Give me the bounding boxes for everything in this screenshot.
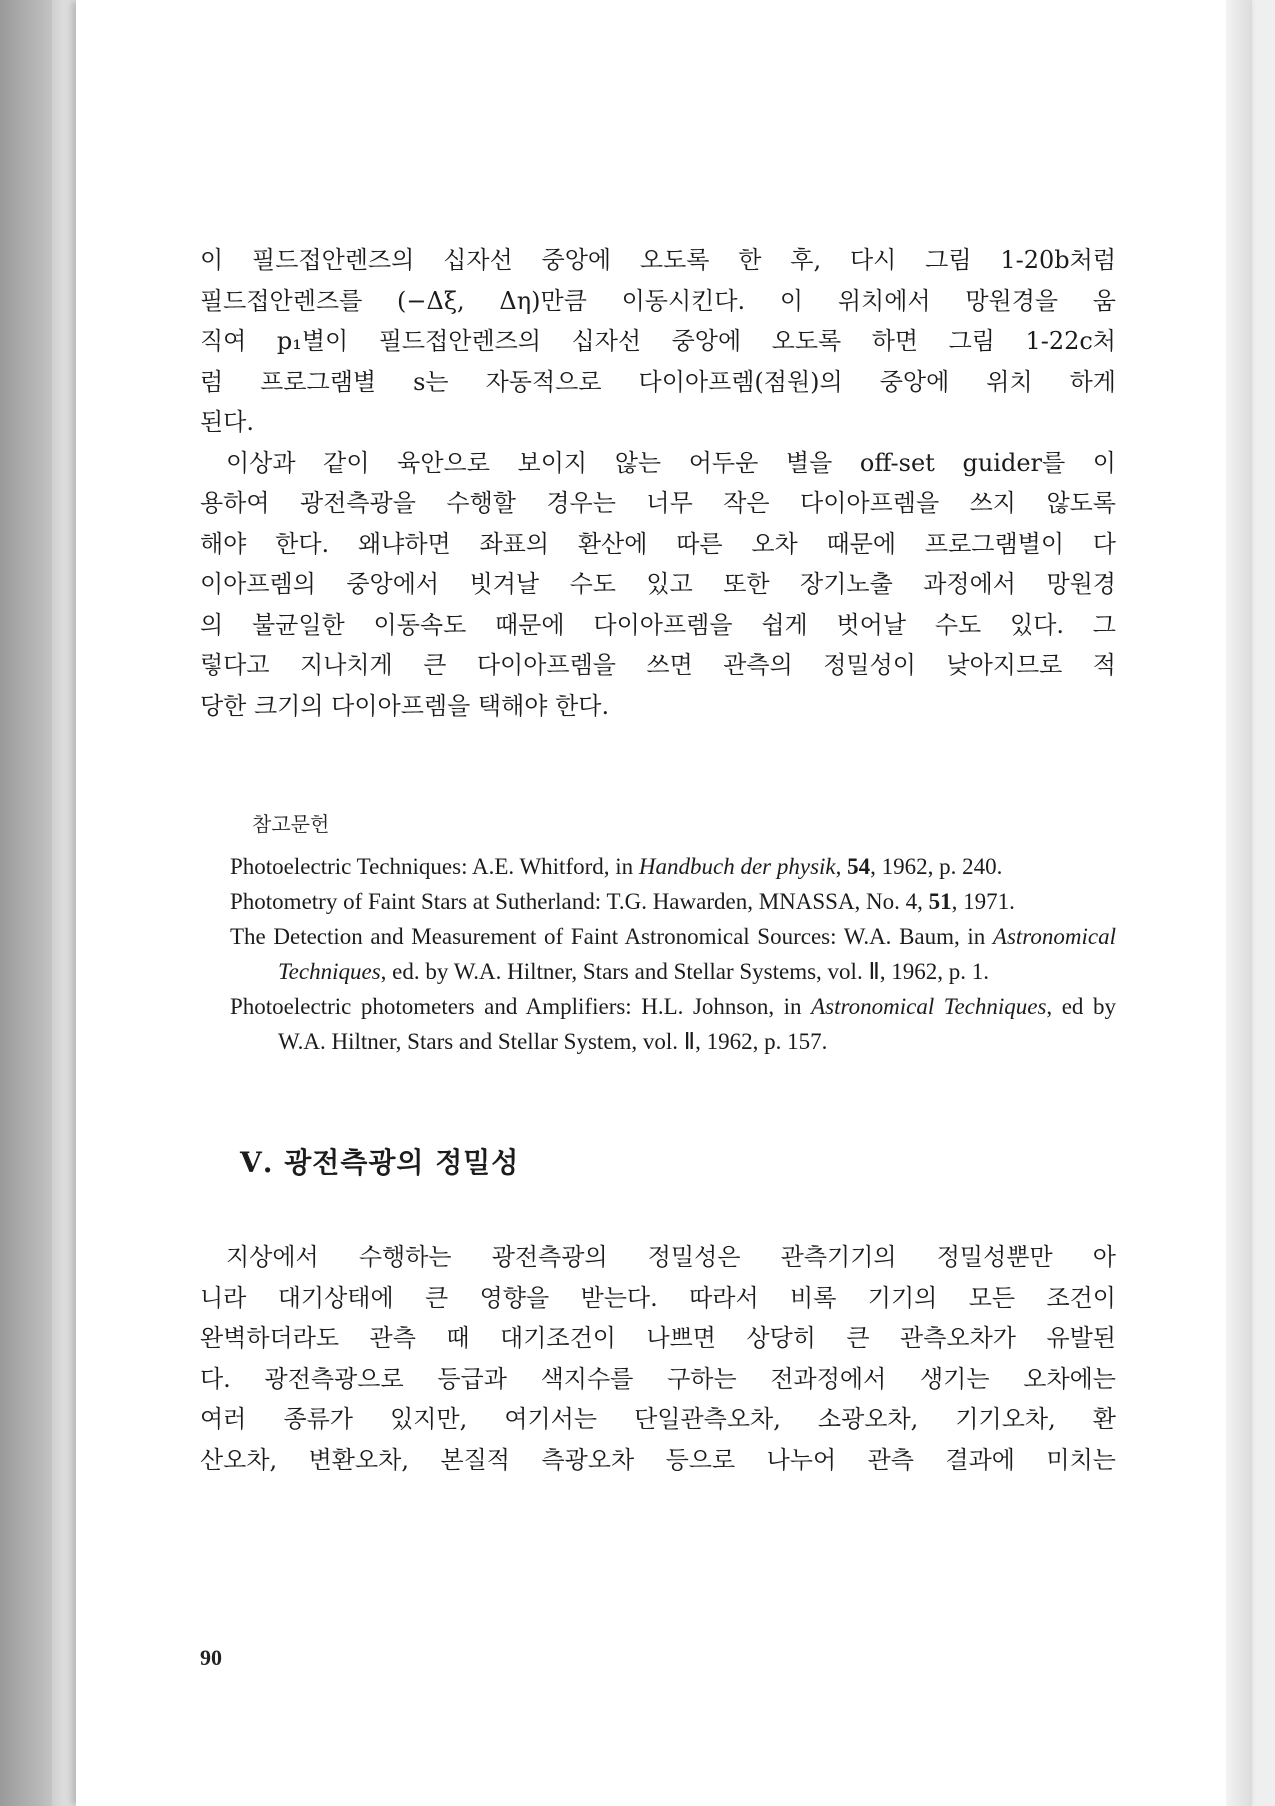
reference-text: Photoelectric photometers and Amplifiers: H.L. Johnson, in: [230, 994, 812, 1019]
text-line: 직여 p₁별이 필드접안렌즈의 십자선 중앙에 오도록 하면 그림 1-22c처: [200, 327, 1116, 355]
text-line: 된다.: [200, 408, 254, 436]
section-paragraph: [200, 1237, 1116, 1480]
references-heading: 참고문헌: [252, 812, 330, 836]
text-line: 산오차, 변환오차, 본질적 측광오차 등으로 나누어 관측 결과에 미치는: [200, 1445, 1116, 1474]
reference-volume: 51: [928, 889, 952, 914]
text-line: 완벽하더라도 관측 때 대기조건이 나쁘면 상당히 큰 관측오차가 유발된: [200, 1324, 1116, 1352]
reference-source-title: Handbuch der physik: [638, 854, 836, 879]
text-line: 의 불균일한 이동속도 때문에 다이아프렘을 쉽게 벗어날 수도 있다. 그: [200, 610, 1116, 639]
reference-item: [230, 989, 1116, 1059]
text-line: 다. 광전측광으로 등급과 색지수를 구하는 전과정에서 생기는 오차에는: [200, 1364, 1116, 1393]
text-line: 용하여 광전측광을 수행할 경우는 너무 작은 다이아프렘을 쓰지 않도록: [200, 489, 1116, 517]
text-line: 럼 프로그램별 s는 자동적으로 다이아프렘(점원)의 중앙에 위치 하게: [200, 367, 1116, 396]
page-number: 90: [200, 1645, 222, 1670]
page-right-edge: [1226, 0, 1252, 1806]
text-line: 이 필드접안렌즈의 십자선 중앙에 오도록 한 후, 다시 그림 1-20b처럼: [200, 246, 1116, 274]
text-line: 이아프렘의 중앙에서 빗겨날 수도 있고 또한 장기노출 과정에서 망원경: [200, 570, 1116, 598]
reference-item: [230, 884, 1116, 919]
intro-paragraph: [200, 240, 1116, 443]
reference-source-title: Astronomical Techniques: [278, 924, 1116, 984]
page-stack-edge: [52, 0, 78, 1806]
reference-text: , 1971.: [951, 889, 1015, 914]
reference-text: , ed. by W.A. Hiltner, Stars and Stellar Systems, vol. Ⅱ, 1962, p. 1.: [380, 959, 990, 984]
text-line: 필드접안렌즈를 (−Δξ, Δη)만큼 이동시킨다. 이 위치에서 망원경을 움: [200, 286, 1116, 315]
text-line: 니라 대기상태에 큰 영향을 받는다. 따라서 비록 기기의 모든 조건이: [200, 1283, 1116, 1312]
text-line: 당한 크기의 다이아프렘을 택해야 한다.: [200, 691, 610, 720]
references-section: [200, 808, 1116, 1059]
reference-source-title: Astronomical Techniques: [811, 994, 1047, 1019]
reference-volume: 54: [847, 854, 871, 879]
text-line: 해야 한다. 왜냐하면 좌표의 환산에 따른 오차 때문에 프로그램별이 다: [200, 529, 1116, 558]
reference-item: [230, 849, 1116, 884]
reference-item: [230, 919, 1116, 989]
text-line: 지상에서 수행하는 광전측광의 정밀성은 관측기기의 정밀성뿐만 아: [226, 1243, 1116, 1271]
reference-text: The Detection and Measurement of Faint Astronomical Sources: W.A. Baum, in: [230, 924, 993, 949]
reference-text: Photometry of Faint Stars at Sutherland: T.G. Hawarden, MNASSA, No. 4,: [230, 889, 929, 914]
reference-text: Photoelectric Techniques: A.E. Whitford, in: [230, 854, 639, 879]
page-content: [200, 240, 1116, 1480]
diaphragm-paragraph: [200, 443, 1116, 727]
text-line: 여러 종류가 있지만, 여기서는 단일관측오차, 소광오차, 기기오차, 환: [200, 1405, 1116, 1433]
reference-text: , ed by W.A. Hiltner, Stars and Stellar System, vol. Ⅱ, 1962, p. 157.: [278, 994, 1116, 1054]
text-line: 이상과 같이 육안으로 보이지 않는 어두운 별을 off-set guider를 이: [226, 448, 1116, 477]
reference-text: ,: [835, 854, 848, 879]
text-line: 렇다고 지나치게 큰 다이아프렘을 쓰면 관측의 정밀성이 낮아지므로 적: [200, 651, 1116, 679]
reference-text: , 1962, p. 240.: [870, 854, 1003, 879]
section-heading: Ⅴ. 광전측광의 정밀성: [240, 1146, 520, 1179]
